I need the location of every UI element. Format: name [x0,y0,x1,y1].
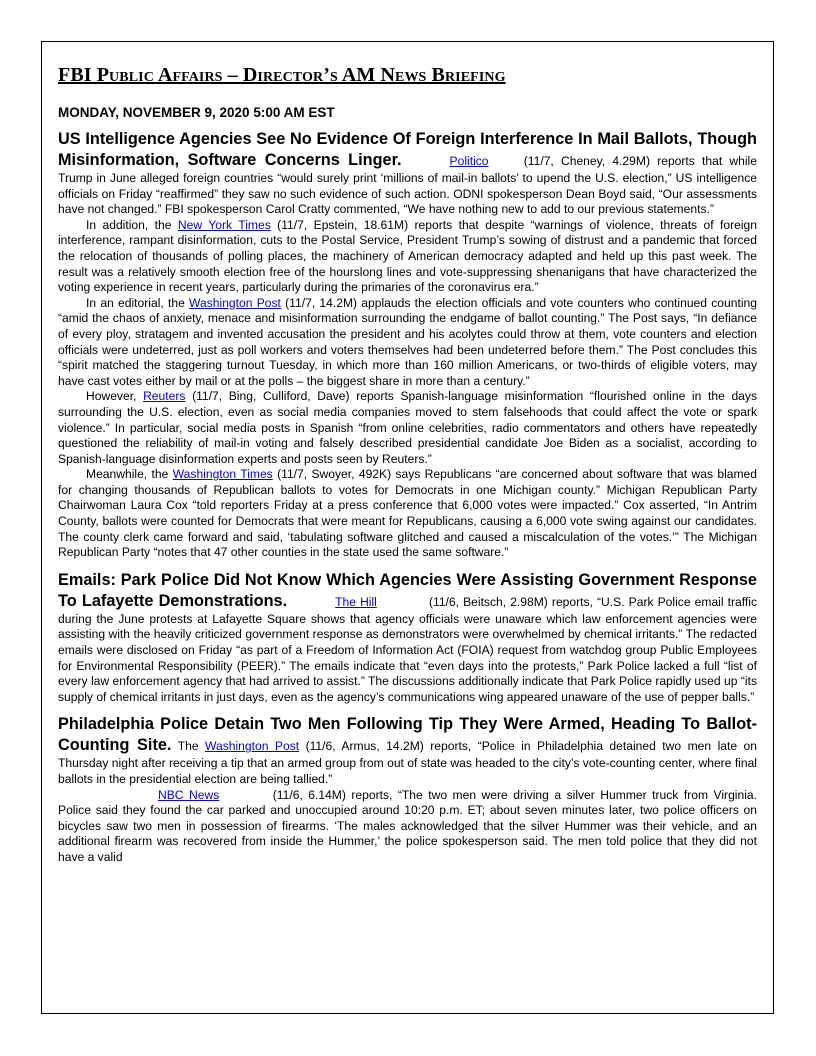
paragraph-lead-in: In addition, the [86,217,178,232]
source-link-nytimes[interactable]: New York Times [177,217,271,232]
source-link-nbc-news[interactable]: NBC News [158,787,220,802]
article-paragraph [58,218,757,296]
dateline: MONDAY, NOVEMBER 9, 2020 5:00 AM EST [58,105,335,120]
paragraph-text: (11/7, Bing, Culliford, Dave) reports Spanish-language misinformation “flourished online in the days surrounding the U.S. election, even as social media companies moved to stem falsehoods that could affect the vote or spark violence.” In particular, social media posts in Spanish “from online celebrities, radio commentators and others have repeatedly questioned the reliability of mail-in voting and falsely described presidential candidate Joe Biden as a socialist, according to Spanish-language disinformation experts and posts seen by Reuters.” [58,389,757,466]
paragraph-text: (11/7, Epstein, 18.61M) reports that despite “warnings of violence, threats of foreign interference, rampant disinformation, cuts to the Postal Service, President Trump’s sowing of distrust and a pandemic that forced the relocation of thousands of polling places, the machinery of American democracy adapted and held up this past week. The result was a relatively smooth election free of the hourslong lines and vote-suppressing shenanigans that have characterized the voting experience in recent years, particularly during the primaries of the coronavirus era.” [58,217,758,295]
article-lead-paragraph [58,570,757,706]
article-paragraph [58,788,757,866]
paragraph-lead-in: However, [86,389,144,404]
source-link-washington-post[interactable]: Washington Post [205,739,300,754]
source-link-reuters[interactable]: Reuters [143,389,186,404]
paragraph-text: (11/7, Cheney, 4.29M) reports that while Trump in June alleged foreign countries “would surely print ‘millions of mail-in ballots’ to upend the U.S. election,” US intelligence officials on Friday “reaffirmed” they saw no such evidence of such action. ODNI spokesperson Dean Boyd said, “Our assessments have not changed.” FBI spokesperson Carol Cratty commented, “We have nothing new to add to our previous statements.” [58,154,757,217]
paragraph-lead-in: Meanwhile, the [86,467,173,482]
article-headline: US Intelligence Agencies See No Evidence Of Foreign Interference In Mail Ballots, Though Misinformation, Software Concerns Linger. [58,130,757,169]
source-link-the-hill[interactable]: The Hill [335,594,377,609]
paragraph-lead-in: In an editorial, the [86,295,190,310]
article-philadelphia-police [58,714,757,865]
article-lead-paragraph [58,714,757,787]
paragraph-text: (11/6, Armus, 14.2M) reports, “Police in Philadelphia detained two men late on Thursday night after receiving a tip that an armed group from out of state was headed to the city’s vote-counting center, where final ballots in the presidential election are being tallied.” [58,739,757,786]
article-paragraph [58,296,757,390]
paragraph-lead-in: The [177,739,206,754]
article-paragraph [58,467,757,561]
paragraph-text: (11/7, Swoyer, 492K) says Republicans “are concerned about software that was blamed for changing thousands of Republican ballots to votes for Democrats in one Michigan county.” Michigan Republican Party Chairwoman Laura Cox “told reporters Friday at a press conference that 6,000 votes were impacted.” Cox asserted, “In Antrim County, ballots were counted for Democrats that were meant for Republicans, causing a 6,000 vote swing against our candidates. The county clerk came forward and said, ‘tabulating software glitched and caused a miscalculation of the votes.’” The Michigan Republican Party “notes that 47 other counties in the state used the same software.” [58,467,758,560]
article-lead-paragraph [58,129,757,218]
page-frame [41,41,774,1014]
paragraph-text: (11/6, Beitsch, 2.98M) reports, “U.S. Park Police email traffic during the June protests at Lafayette Square shows that agency officials were unaware which law enforcement agencies were assisting with the heavily criticized government response as demonstrators were overwhelmed by chemical irritants.” The redacted emails were disclosed on Friday “as part of a Freedom of Information Act (FOIA) request from watchdog group Public Employees for Environmental Responsibility (PEER).” The emails indicate that “even days into the protests,” Park Police lacked a full “list of every law enforcement agency that had arrived to assist.” The discussions additionally indicate that Park Police rapidly used up “its supply of chemical irritants in just days, even as the agency’s communications wing appeared unaware of the use of pepper balls.” [58,594,757,704]
masthead-title: FBI Public Affairs – Director’s AM News Briefing [58,64,506,86]
article-foreign-interference [58,129,757,561]
paragraph-text: (11/6, 6.14M) reports, “The two men were driving a silver Hummer truck from Virginia. Police said they found the car parked and unoccupied around 10:20 p.m. ET; about seven minutes later, two police officers on bicycles saw two men in possession of firearms. ‘The males acknowledged that the silver Hummer was their vehicle, and an additional firearm was recovered from inside the Hummer,’ the police spokesperson said. The men told police that they did not have a valid [58,787,757,864]
source-link-politico[interactable]: Politico [449,154,489,168]
article-headline: Philadelphia Police Detain Two Men Following Tip They Were Armed, Heading To Ballot-Counting Site. [58,715,757,755]
briefing-content [58,64,757,875]
source-link-washington-times[interactable]: Washington Times [172,467,273,482]
article-headline: Emails: Park Police Did Not Know Which Agencies Were Assisting Government Response To Lafayette Demonstrations. [58,570,757,610]
article-paragraph [58,389,757,467]
source-link-washington-post[interactable]: Washington Post [189,295,281,310]
article-park-police [58,570,757,706]
paragraph-text: (11/7, 14.2M) applauds the election officials and vote counters who continued counting “amid the chaos of anxiety, menace and misinformation surrounding the endgame of ballot counting.” The Post says, “In defiance of every ploy, stratagem and invented accusation the president and his acolytes could throw at them, vote counters and election officials were undeterred, just as poll workers and voters themselves had been undeterred before them.” The Post concludes this “spirit matched the staggering turnout Tuesday, in which more than 160 million Americans, or two-thirds of eligible voters, may have cast votes either by mail or at the polls – the biggest share in more than a century.” [58,295,757,388]
